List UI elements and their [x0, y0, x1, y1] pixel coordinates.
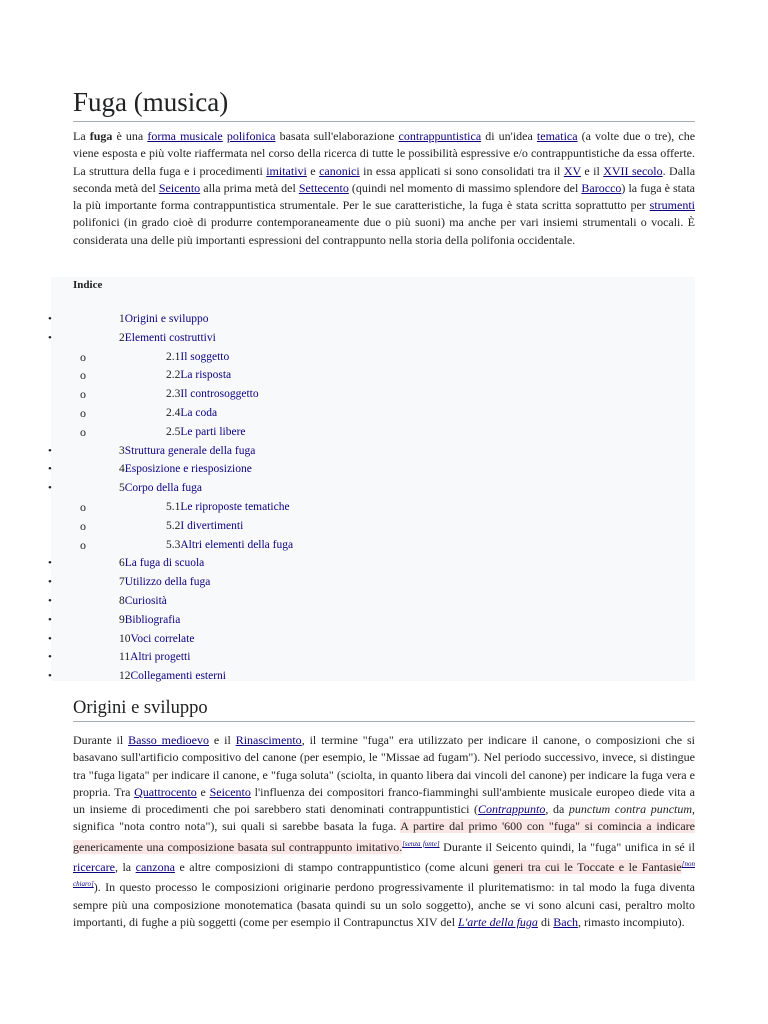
link-xv[interactable]: XV — [563, 163, 581, 178]
toc-link[interactable]: Elementi costruttivi — [124, 331, 216, 344]
link-settecento[interactable]: Settecento — [298, 180, 349, 195]
toc-bullet-icon: • — [48, 313, 52, 325]
toc-link[interactable]: Altri progetti — [130, 651, 191, 664]
toc-title: Indice — [73, 279, 103, 291]
toc-entry — [119, 442, 255, 461]
toc-entry — [119, 630, 194, 649]
highlight-unclear: generi tra cui le Toccate e le Fantasie — [493, 860, 682, 875]
toc-entry — [166, 517, 243, 536]
text-italic: punctum contra punctum — [568, 802, 693, 817]
text: è una — [112, 129, 148, 143]
toc-item — [0, 667, 768, 686]
text: Durante il — [73, 733, 129, 747]
text: e — [196, 784, 210, 799]
section-paragraph — [73, 732, 695, 931]
toc-bullet-icon: • — [48, 482, 52, 495]
link-barocco[interactable]: Barocco — [581, 180, 622, 195]
toc-entry — [166, 366, 231, 385]
toc-link[interactable]: Le riproposte tematiche — [180, 500, 290, 513]
text: , il termine "fuga" era utilizzato per indicare il canone, o composizioni che si basavano sull'artificio compositivo del canone (per esempio, le "Missae ad fugam"). Nel periodo successivo, invece, si distingue tra "fuga ligata" per indicare il canone, e "fuga soluta" (sciolta, in quanto libera dai vincoli del canone) per indicare la fuga vera e propria. Tra — [73, 733, 695, 799]
text: e altre composizioni di stampo contrappuntistico (come alcuni — [174, 860, 494, 875]
toc-entry — [166, 348, 229, 367]
toc-item — [0, 630, 768, 649]
toc-subbullet-icon: o — [80, 405, 86, 420]
toc-bullet-icon: • — [48, 613, 52, 626]
link-contrappuntistica[interactable]: contrappuntistica — [398, 129, 482, 143]
toc-entry — [119, 573, 210, 592]
toc-item — [0, 442, 768, 461]
toc-item — [0, 423, 768, 442]
link-xvii-secolo[interactable]: XVII secolo — [603, 163, 663, 178]
link-arte-della-fuga[interactable]: L'arte della fuga — [458, 914, 538, 929]
text: (quindi nel momento di massimo splendore del — [348, 180, 582, 195]
toc-bullet-icon: • — [48, 651, 52, 664]
toc-entry — [119, 667, 226, 686]
toc-bullet-icon: • — [48, 576, 52, 589]
toc-subbullet-icon: o — [80, 518, 86, 533]
toc-subbullet-icon: o — [80, 349, 86, 364]
link-rinascimento[interactable]: Rinascimento — [235, 733, 302, 747]
toc-number: 3 — [119, 444, 125, 457]
toc-link[interactable]: Curiosità — [124, 594, 167, 607]
toc-link[interactable]: Il controsoggetto — [180, 388, 259, 401]
toc-link[interactable]: Altri elementi della fuga — [180, 538, 294, 551]
highlight-unsourced: A partire dal primo '600 con "fuga" si comincia a indicare genericamente una composizione basata sul contrappunto imitativo. — [73, 819, 695, 854]
toc-item — [0, 592, 768, 611]
toc-number: 10 — [119, 632, 131, 645]
toc-subbullet-icon: o — [80, 387, 86, 402]
link-seicento[interactable]: Seicento — [209, 784, 251, 799]
toc-item — [0, 498, 768, 517]
link-polifonica[interactable]: polifonica — [226, 129, 276, 143]
toc-link[interactable]: Il soggetto — [180, 350, 230, 363]
link-forma-musicale[interactable]: forma musicale — [147, 129, 223, 143]
toc-item — [0, 310, 768, 329]
toc-number: 2.5 — [166, 425, 181, 438]
section-heading: Origini e sviluppo — [73, 697, 695, 722]
toc-link[interactable]: Origini e sviluppo — [124, 313, 209, 325]
link-basso-medioevo[interactable]: Basso medioevo — [128, 733, 209, 747]
text: in essa applicati si sono consolidati tra il — [359, 163, 564, 178]
text: e il — [580, 163, 604, 178]
toc-number: 9 — [119, 613, 125, 626]
toc-number: 5.2 — [166, 519, 181, 532]
link-seicento[interactable]: Seicento — [158, 180, 201, 195]
toc-entry — [119, 329, 216, 348]
toc-number: 8 — [119, 594, 125, 607]
toc-entry — [119, 611, 180, 630]
link-contrappunto[interactable]: Contrappunto — [478, 802, 546, 817]
text: (a volte due o tre), che viene esposta e più volte riaffermata nel corso della ricerca di tutte le possibilità espressive e/o contrappuntistiche da essa offerte. La struttura della fuga e i procedimenti — [73, 129, 696, 178]
text: e il — [209, 733, 236, 747]
toc-number: 2 — [119, 331, 125, 344]
toc-number: 2.2 — [166, 369, 181, 382]
toc-number: 12 — [119, 670, 131, 683]
toc-number: 4 — [119, 463, 125, 476]
toc-item — [0, 385, 768, 404]
page-title: Fuga (musica) — [73, 86, 695, 122]
text: Durante il Seicento quindi, la "fuga" unifica in sé il — [439, 839, 695, 854]
toc-number: 5.1 — [166, 500, 181, 513]
toc-bullet-icon: • — [48, 670, 52, 683]
citation-needed-link[interactable]: [senza fonte] — [402, 839, 440, 848]
text: e — [306, 163, 320, 178]
text: , da — [545, 802, 569, 817]
link-strumenti[interactable]: strumenti — [649, 198, 695, 213]
toc-number: 5 — [119, 482, 125, 495]
toc-number: 7 — [119, 576, 125, 589]
link-canzona[interactable]: canzona — [135, 860, 175, 875]
toc-link[interactable]: La risposta — [180, 369, 232, 382]
toc-item — [0, 479, 768, 498]
link-imitativi[interactable]: imitativi — [266, 163, 307, 178]
toc-link[interactable]: Corpo della fuga — [124, 482, 203, 495]
toc-link[interactable]: Struttura generale della fuga — [124, 444, 256, 457]
toc-item — [0, 460, 768, 479]
toc-entry — [166, 498, 290, 517]
toc-item — [0, 517, 768, 536]
toc-entry — [119, 479, 202, 498]
toc-link[interactable]: I divertimenti — [180, 519, 244, 532]
text: ). In questo processo le composizioni originarie perdono progressivamente il pluritematismo: in tal modo la fuga diventa sempre più una composizione monotematica (basata quindi su un solo soggetto), anche se vi sono alcuni casi, peraltro molto importanti, di fughe a più soggetti (come per esempio il Contrapunctus XIV del — [73, 880, 695, 929]
toc-link[interactable]: La coda — [180, 406, 218, 419]
toc-number: 6 — [119, 557, 125, 570]
text: l'influenza dei compositori franco-fiamminghi sull'ambiente musicale europeo diede vita a un insieme di procedimenti che poi sarebbero stati denominati contrappuntistici ( — [73, 784, 695, 817]
toc-item — [0, 536, 768, 555]
link-ricercare[interactable]: ricercare — [73, 860, 115, 875]
text: polifonici (in grado cioè di produrre contemporaneamente due o più suoni) ma anche per vari insiemi strumentali o vocali. È considerata una delle più importanti espressioni del contrappunto nella storia della polifonia occidentale. — [73, 215, 695, 247]
link-quattrocento[interactable]: Quattrocento — [134, 784, 197, 799]
toc-number: 2.4 — [166, 406, 181, 419]
toc-entry — [119, 592, 167, 611]
link-tematica[interactable]: tematica — [536, 129, 578, 143]
toc-list — [0, 310, 768, 686]
toc-bullet-icon: • — [48, 632, 52, 645]
toc-number: 5.3 — [166, 538, 181, 551]
toc-entry — [166, 536, 293, 555]
toc-entry — [166, 404, 217, 423]
toc-entry — [119, 460, 252, 479]
toc-link[interactable]: Bibliografia — [124, 613, 181, 626]
toc-subbullet-icon: o — [80, 537, 86, 552]
toc-subbullet-icon: o — [80, 424, 86, 439]
toc-item — [0, 329, 768, 348]
toc-bullet-icon: • — [48, 463, 52, 476]
link-bach[interactable]: Bach — [553, 914, 578, 929]
toc-link[interactable]: La fuga di scuola — [124, 557, 205, 570]
text: La — [73, 129, 90, 143]
text: , significa "nota contro nota"), sui quali si sarebbe basata la fuga. — [73, 802, 696, 834]
link-canonici[interactable]: canonici — [319, 163, 360, 178]
toc-entry — [119, 648, 190, 667]
toc-entry — [166, 423, 246, 442]
toc-number: 2.1 — [166, 350, 181, 363]
text: di — [537, 914, 554, 929]
toc-bullet-icon: • — [48, 444, 52, 457]
toc-item — [0, 554, 768, 573]
unclear-note-link[interactable]: [non chiaro] — [73, 860, 695, 889]
section-origini — [73, 697, 695, 931]
text: basata sull'elaborazione — [275, 129, 399, 143]
toc-number: 1 — [119, 313, 125, 325]
toc-entry — [166, 385, 259, 404]
text: di un'idea — [481, 129, 537, 143]
toc-bullet-icon: • — [48, 557, 52, 570]
toc-bullet-icon: • — [48, 331, 52, 344]
toc-subbullet-icon: o — [80, 368, 86, 383]
citation-needed[interactable] — [402, 840, 439, 848]
term-bold: fuga — [89, 129, 113, 143]
text: alla prima metà del — [200, 180, 299, 195]
toc-link[interactable]: Collegamenti esterni — [130, 670, 226, 683]
toc-bullet-icon: • — [48, 594, 52, 607]
toc-item — [0, 366, 768, 385]
toc-link[interactable]: Utilizzo della fuga — [124, 576, 211, 589]
text: . Dalla seconda metà del — [73, 163, 696, 195]
toc-item — [0, 404, 768, 423]
toc-number: 11 — [119, 651, 131, 664]
toc-item — [0, 573, 768, 592]
toc-item — [0, 611, 768, 630]
toc-item — [0, 648, 768, 667]
text: ) la fuga è stata la più importante forma contrappuntistica strumentale. Per le sue caratteristiche, la fuga è stata scritta soprattutto per — [73, 180, 696, 213]
toc-link[interactable]: Esposizione e riesposizione — [124, 463, 252, 476]
toc-number: 2.3 — [166, 388, 181, 401]
text: , la — [114, 860, 136, 875]
toc-link[interactable]: Le parti libere — [180, 425, 246, 438]
text: , rimasto incompiuto). — [577, 914, 685, 929]
article — [73, 86, 695, 249]
toc-item — [0, 348, 768, 367]
toc-link[interactable]: Voci correlate — [130, 632, 195, 645]
toc-subbullet-icon: o — [80, 499, 86, 514]
toc-entry — [119, 310, 208, 329]
intro-paragraph — [73, 128, 695, 249]
toc-entry — [119, 554, 204, 573]
